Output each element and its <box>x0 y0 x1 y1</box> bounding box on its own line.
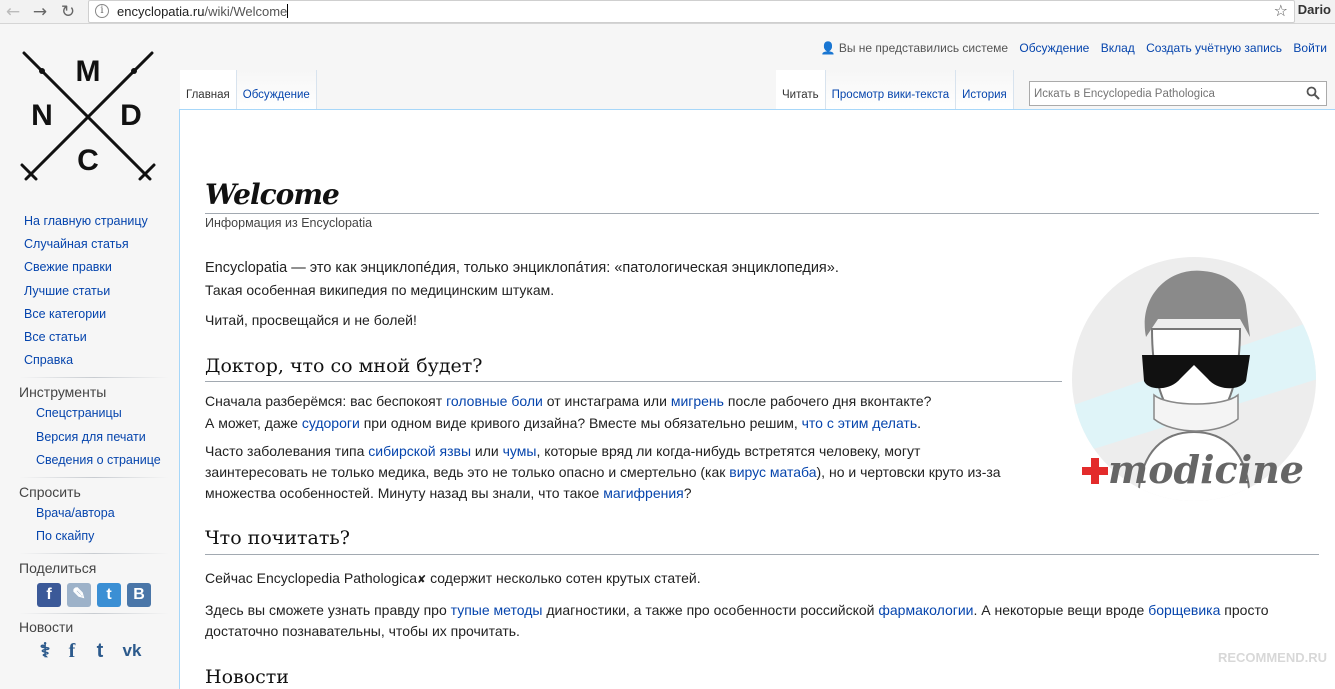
link-magifrenia[interactable]: магифрения <box>603 485 684 501</box>
cross-mark-icon: ✘ <box>417 573 427 586</box>
text: . <box>917 415 922 431</box>
profile-name[interactable]: Dario <box>1297 2 1331 17</box>
text: , которые вряд ли когда-нибудь встретятся человеку, могут <box>536 443 921 459</box>
heading-divider <box>205 554 1319 555</box>
read-line-3: достаточно познавательны, чтобы их прочитать. <box>205 623 520 639</box>
text: просто <box>1220 602 1269 618</box>
title-divider <box>205 213 1319 214</box>
text: или <box>471 443 503 459</box>
text: множества особенностей. Минуту назад вы знали, что такое <box>205 485 604 501</box>
sidebar-item-random[interactable]: Случайная статья <box>24 237 129 251</box>
namespace-tabs <box>180 70 317 110</box>
facebook-icon[interactable]: f <box>37 583 61 607</box>
user-icon: 👤 <box>820 41 836 55</box>
sidebar-item-categories[interactable]: Все категории <box>24 307 107 321</box>
watermark: RECOMMEND.RU <box>1217 650 1327 665</box>
sidebar-item-special-pages[interactable]: Спецстраницы <box>36 406 122 420</box>
text: после рабочего дня вконтакте? <box>723 393 932 409</box>
heading-news: Новости <box>205 666 289 688</box>
heading-divider <box>205 381 1062 382</box>
anon-notice: Вы не представились системе <box>838 41 1009 55</box>
sidebar-item-skype[interactable]: По скайпу <box>36 529 95 543</box>
search-box <box>1029 81 1327 106</box>
tools-heading: Инструменты <box>19 384 107 400</box>
link-seizures[interactable]: судороги <box>301 415 360 431</box>
doctor-line-5 <box>205 482 692 504</box>
text: ), но и чертовски круто из-за <box>816 464 1001 480</box>
mascot-caption: modicine <box>1108 447 1304 492</box>
share-heading: Поделиться <box>19 560 97 576</box>
livejournal-icon[interactable]: ✎ <box>67 583 91 607</box>
personal-tools <box>821 41 1327 55</box>
tab-read[interactable]: Читать <box>776 70 826 110</box>
text: . А некоторые вещи вроде <box>973 602 1149 618</box>
logo-letter-n: N <box>31 99 53 132</box>
link-what-to-do[interactable]: что с этим делать <box>801 415 918 431</box>
intro-line-3: Читай, просвещайся и не болей! <box>205 312 417 328</box>
doctor-group-icon[interactable]: ⚕ <box>39 640 51 662</box>
link-headache[interactable]: головные боли <box>446 393 543 409</box>
tab-discussion[interactable]: Обсуждение <box>237 70 317 110</box>
sidebar-item-help[interactable]: Справка <box>24 353 74 367</box>
tab-view-source[interactable]: Просмотр вики-текста <box>826 70 957 110</box>
site-logo[interactable] <box>16 43 160 203</box>
doctor-line-2 <box>205 412 921 434</box>
back-arrow-icon[interactable]: ← <box>5 2 21 22</box>
twitter-news-icon[interactable]: t <box>96 640 104 662</box>
link-migraine[interactable]: мигрень <box>670 393 724 409</box>
url-path: /wiki/Welcome <box>204 4 288 19</box>
sidebar-item-recent-changes[interactable]: Свежие правки <box>24 260 112 274</box>
text: Часто заболевания типа <box>205 443 369 459</box>
bookmark-star-icon[interactable]: ☆ <box>1273 1 1288 20</box>
sidebar-divider <box>19 553 169 554</box>
personal-contrib-link[interactable]: Вклад <box>1100 41 1135 55</box>
text: Сначала разберёмся: вас беспокоят <box>205 393 447 409</box>
vk-news-icon[interactable]: vk <box>122 641 142 660</box>
doctor-line-1 <box>205 390 931 412</box>
sidebar-divider <box>19 377 169 378</box>
link-pharmacology[interactable]: фармакологии <box>878 602 974 618</box>
login-link[interactable]: Войти <box>1293 41 1327 55</box>
read-line-2 <box>205 599 1269 621</box>
text-cursor <box>287 4 288 18</box>
doctor-line-4 <box>205 461 1001 483</box>
url-domain: encyclopatia.ru <box>117 4 205 19</box>
ask-heading: Спросить <box>19 484 81 500</box>
search-icon[interactable] <box>1306 86 1320 100</box>
sidebar-item-main-page[interactable]: На главную страницу <box>24 214 148 228</box>
sidebar-item-print[interactable]: Версия для печати <box>36 430 146 444</box>
text: ? <box>683 485 692 501</box>
tab-main[interactable]: Главная <box>180 70 237 110</box>
text: от инстаграма или <box>542 393 671 409</box>
doctor-line-3 <box>205 440 920 462</box>
address-bar[interactable] <box>88 0 1295 23</box>
tab-history[interactable]: История <box>956 70 1014 110</box>
link-stupid-methods[interactable]: тупые методы <box>450 602 543 618</box>
sidebar-divider <box>19 613 169 614</box>
text: заинтересовать не только медика, ведь это не только опасно и смертельно (как <box>205 464 730 480</box>
news-heading: Новости <box>19 619 74 635</box>
create-account-link[interactable]: Создать учётную запись <box>1146 41 1283 55</box>
intro-line-2: Такая особенная википедия по медицинским штукам. <box>205 282 555 298</box>
sidebar-divider <box>19 477 169 478</box>
logo-letter-d: D <box>120 99 142 132</box>
reload-icon[interactable]: ↻ <box>60 2 76 22</box>
logo-letter-m: M <box>75 55 101 88</box>
sidebar-item-all-articles[interactable]: Все статьи <box>24 330 87 344</box>
text: А может, даже <box>205 415 302 431</box>
text: содержит несколько сотен крутых статей. <box>426 570 701 586</box>
text: при одном виде кривого дизайна? Вместе мы обязательно решим, <box>359 415 802 431</box>
browser-toolbar <box>0 0 1335 24</box>
heading-doctor: Доктор, что со мной будет? <box>205 355 483 377</box>
logo-letter-c: C <box>77 144 99 177</box>
link-mataba-virus[interactable]: вирус матаба <box>729 464 817 480</box>
twitter-icon[interactable]: t <box>97 583 121 607</box>
url-text[interactable] <box>117 4 288 19</box>
info-icon[interactable]: i <box>95 4 109 18</box>
view-tabs <box>776 70 1014 110</box>
link-plague[interactable]: чумы <box>502 443 537 459</box>
text: Здесь вы сможете узнать правду про <box>205 602 451 618</box>
read-line-1 <box>205 567 701 591</box>
link-hogweed[interactable]: борщевика <box>1148 602 1221 618</box>
link-anthrax[interactable]: сибирской язвы <box>368 443 472 459</box>
page-subtitle: Информация из Encyclopatia <box>205 216 373 230</box>
search-input[interactable] <box>1030 83 1300 105</box>
wiki-page <box>0 25 1335 688</box>
sidebar-item-best[interactable]: Лучшие статьи <box>24 284 111 298</box>
sidebar-item-page-info[interactable]: Сведения о странице <box>36 453 161 467</box>
facebook-news-icon[interactable]: f <box>68 640 76 662</box>
sidebar-item-ask-doctor[interactable]: Врача/автора <box>36 506 115 520</box>
intro-line-1: Encyclopatia — это как энциклопéдия, только энциклопáтия: «патологическая энциклопедия». <box>205 260 839 276</box>
page-title: Welcome <box>205 178 339 211</box>
mascot-illustration <box>1068 257 1324 507</box>
text: Сейчас Encyclopedia Pathologica <box>205 570 418 586</box>
personal-talk-link[interactable]: Обсуждение <box>1019 41 1090 55</box>
vk-icon[interactable]: B <box>127 583 151 607</box>
heading-read: Что почитать? <box>205 527 350 549</box>
text: диагностики, а также про особенности российской <box>542 602 879 618</box>
article-content <box>179 109 1335 689</box>
forward-arrow-icon[interactable]: → <box>32 2 48 22</box>
